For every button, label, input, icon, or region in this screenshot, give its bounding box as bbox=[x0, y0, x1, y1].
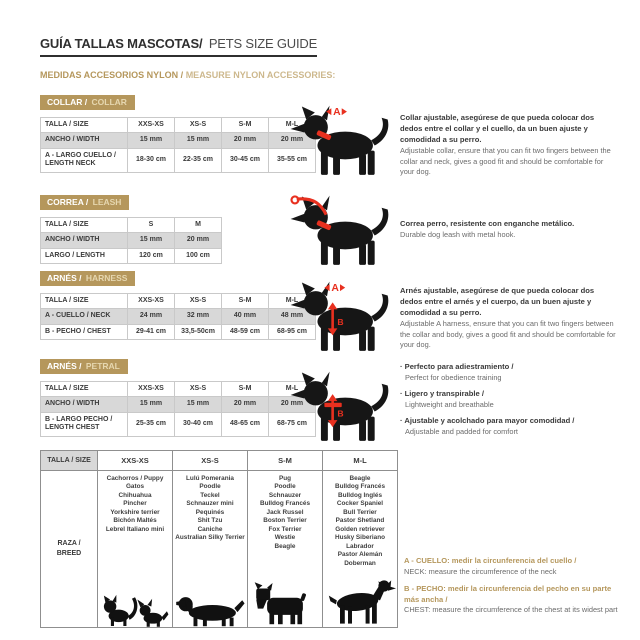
breed-name: Australian Silky Terrier bbox=[175, 534, 245, 542]
collar-badge-es: COLLAR / bbox=[47, 97, 88, 107]
note-chest-en: CHEST: measure the circumference of the chest at its widest part bbox=[404, 605, 618, 615]
feature-bullet bbox=[400, 362, 622, 383]
note-neck-es: A - CUELLO: medir la circunferencia del cuello / bbox=[404, 556, 577, 565]
table-cell: 35-55 cm bbox=[269, 148, 316, 172]
section-leash bbox=[40, 192, 222, 264]
breed-name: Pastor Shetland bbox=[335, 517, 385, 525]
table-header-cell: S bbox=[128, 218, 175, 233]
table-cell: 120 cm bbox=[128, 248, 175, 263]
table-header-cell: TALLA / SIZE bbox=[41, 294, 128, 309]
table-cell: 20 mm bbox=[222, 397, 269, 412]
measurement-notes bbox=[404, 556, 626, 623]
breed-name: Labrador bbox=[346, 542, 374, 550]
harness-dog-icon bbox=[288, 278, 392, 358]
breed-cell-xxs-xs bbox=[97, 470, 172, 627]
feature-bullet-en: Lightweight and breathable bbox=[405, 399, 494, 409]
table-header-cell: XS-S bbox=[175, 294, 222, 309]
schnauzer-silhouette-icon bbox=[249, 577, 321, 627]
breed-name: Schnauzer bbox=[268, 491, 302, 499]
collar-desc-es: Collar ajustable, asegúrese de que pueda colocar dos dedos entre el collar y el cuello, da un buen ajuste y comodidad a su perro. bbox=[400, 113, 595, 144]
breed-name: Lulú Pomerania bbox=[186, 475, 234, 482]
table-cell: 68-75 cm bbox=[269, 412, 316, 436]
petral-dog-icon bbox=[288, 368, 392, 448]
harness-badge-es: ARNÉS / bbox=[47, 273, 82, 283]
measure-label-b: B bbox=[337, 316, 344, 327]
breed-name: Chihuahua bbox=[118, 491, 152, 499]
breed-name: Bichón Maltés bbox=[113, 517, 157, 525]
feature-bullet-en: Adjustable and padded for comfort bbox=[405, 426, 518, 436]
table-cell: 48-59 cm bbox=[222, 324, 269, 339]
leash-badge-es: CORREA / bbox=[47, 197, 89, 207]
petral-badge bbox=[40, 359, 128, 374]
breed-name: Gatos bbox=[125, 483, 145, 491]
feature-bullet bbox=[400, 416, 622, 437]
table-row-label: A - CUELLO / NECK bbox=[41, 309, 128, 324]
table-cell: 15 mm bbox=[175, 133, 222, 148]
breed-list-m-l bbox=[335, 475, 385, 568]
table-cell: 15 mm bbox=[128, 397, 175, 412]
feature-bullet-es: · Perfecto para adiestramiento / bbox=[400, 362, 622, 373]
breed-name: Bulldog Francés bbox=[334, 483, 386, 491]
leash-badge bbox=[40, 195, 129, 210]
breed-row-label-en: BREED bbox=[56, 550, 82, 557]
dachshund-silhouette-icon bbox=[174, 577, 246, 627]
dog-with-harness-measures-illustration bbox=[288, 278, 392, 358]
table-cell: 20 mm bbox=[175, 233, 222, 248]
table-cell: 15 mm bbox=[175, 397, 222, 412]
table-row-label: ANCHO / WIDTH bbox=[41, 233, 128, 248]
collar-description bbox=[400, 112, 618, 178]
breed-name: Jack Russel bbox=[266, 508, 304, 516]
feature-bullet-es: · Ajustable y acolchado para mayor comodidad / bbox=[400, 416, 622, 427]
breed-name: Bulldog Inglés bbox=[337, 491, 382, 499]
table-header-cell: M-L bbox=[269, 118, 316, 133]
collar-dog-icon bbox=[288, 102, 392, 182]
measure-label-b: B bbox=[337, 408, 344, 419]
breed-name: Husky Siberiano bbox=[334, 534, 386, 542]
dog-with-red-collar-illustration bbox=[288, 102, 392, 182]
breed-name: Beagle bbox=[349, 475, 371, 482]
breed-col-header-m-l: M-L bbox=[322, 451, 397, 470]
table-cell: 68-95 cm bbox=[269, 324, 316, 339]
table-cell: 20 mm bbox=[269, 133, 316, 148]
doberman-silhouette-icon bbox=[324, 577, 396, 627]
page-title-es: GUÍA TALLAS MASCOTAS/ bbox=[40, 36, 203, 51]
table-header-cell: M-L bbox=[269, 382, 316, 397]
breed-name: Pequinés bbox=[195, 508, 225, 516]
breed-name: Shit Tzu bbox=[197, 517, 223, 525]
breed-name: Doberman bbox=[344, 559, 376, 567]
table-header-cell: M-L bbox=[269, 294, 316, 309]
table-row-label: B - PECHO / CHEST bbox=[41, 324, 128, 339]
page-subtitle-es: MEDIDAS ACCESORIOS NYLON / bbox=[40, 70, 186, 80]
breed-col-header-xxs-xs: XXS-XS bbox=[97, 451, 172, 470]
breed-cell-xs-s bbox=[172, 470, 247, 627]
table-header-cell: S-M bbox=[222, 382, 269, 397]
breed-table-size-header: TALLA / SIZE bbox=[41, 451, 97, 470]
leash-size-table bbox=[40, 217, 222, 264]
measure-label-a: A bbox=[333, 107, 341, 119]
table-cell: 24 mm bbox=[128, 309, 175, 324]
breed-name: Pincher bbox=[123, 500, 147, 508]
breed-name: Poodle bbox=[199, 483, 221, 491]
table-cell: 20 mm bbox=[222, 133, 269, 148]
table-row-label: LARGO / LENGTH bbox=[41, 248, 128, 263]
breed-name: Cachorros / Puppy bbox=[106, 475, 164, 482]
harness-desc-en: Adjustable A harness, ensure that you can fit two fingers between the collar and body, gives a good fit and should be comfortable for your dog. bbox=[400, 319, 616, 350]
breed-name: Fox Terrier bbox=[268, 525, 302, 533]
table-cell: 33,5-50cm bbox=[175, 324, 222, 339]
section-harness bbox=[40, 268, 316, 340]
petral-feature-list bbox=[400, 362, 622, 443]
table-header-cell: XXS-XS bbox=[128, 382, 175, 397]
collar-desc-en: Adjustable collar, ensure that you can fit two fingers between the collar and neck, gives a good fit and should be comfortable for your dog. bbox=[400, 146, 611, 177]
table-cell: 20 mm bbox=[269, 397, 316, 412]
table-cell: 15 mm bbox=[128, 233, 175, 248]
size-table bbox=[40, 293, 316, 340]
table-cell: 22-35 cm bbox=[175, 148, 222, 172]
harness-badge bbox=[40, 271, 135, 286]
breed-col-header-s-m: S-M bbox=[247, 451, 322, 470]
breed-name: Beagle bbox=[274, 542, 296, 550]
feature-bullet-es: · Ligero y transpirable / bbox=[400, 389, 622, 400]
table-cell: 18-30 cm bbox=[128, 148, 175, 172]
dog-with-chest-measures-illustration bbox=[288, 368, 392, 448]
breed-name: Poodle bbox=[274, 483, 296, 491]
breed-list-xs-s bbox=[175, 475, 245, 543]
leash-desc-es: Correa perro, resistente con enganche metálico. bbox=[400, 219, 575, 228]
table-row-label: ANCHO / WIDTH bbox=[41, 133, 128, 148]
harness-description bbox=[400, 285, 618, 351]
table-header-cell: XS-S bbox=[175, 382, 222, 397]
breed-name: Westie bbox=[274, 534, 296, 542]
measure-label-a: A bbox=[331, 283, 339, 295]
breed-name: Caniche bbox=[197, 525, 223, 533]
table-cell: 30-40 cm bbox=[175, 412, 222, 436]
breed-name: Boston Terrier bbox=[263, 517, 307, 525]
table-cell: 15 mm bbox=[128, 133, 175, 148]
breed-cell-s-m bbox=[247, 470, 322, 627]
leash-description bbox=[400, 218, 618, 241]
size-table bbox=[40, 217, 222, 264]
table-cell: 48 mm bbox=[269, 309, 316, 324]
section-collar bbox=[40, 92, 316, 173]
leash-badge-en: LEASH bbox=[92, 197, 122, 207]
breed-name: Teckel bbox=[200, 491, 220, 499]
table-row-label: ANCHO / WIDTH bbox=[41, 397, 128, 412]
petral-badge-en: PETRAL bbox=[85, 361, 120, 371]
table-cell: 48-65 cm bbox=[222, 412, 269, 436]
breed-name: Pug bbox=[278, 475, 292, 482]
size-table bbox=[40, 117, 316, 173]
table-header-cell: XS-S bbox=[175, 118, 222, 133]
breed-col-header-xs-s: XS-S bbox=[172, 451, 247, 470]
page-title-en: PETS SIZE GUIDE bbox=[208, 36, 318, 51]
leash-dog-icon bbox=[288, 192, 392, 272]
petral-size-table bbox=[40, 381, 316, 437]
table-cell: 30-45 cm bbox=[222, 148, 269, 172]
breed-row-label-es: RAZA / bbox=[57, 540, 81, 548]
table-cell: 100 cm bbox=[175, 248, 222, 263]
note-neck-en: NECK: measure the circumference of the neck bbox=[404, 566, 557, 576]
collar-badge-en: COLLAR bbox=[91, 97, 127, 107]
cat-and-small-dog-silhouette-icon bbox=[99, 577, 171, 627]
breed-name: Pastor Alemán bbox=[337, 551, 383, 559]
petral-badge-es: ARNÉS / bbox=[47, 361, 82, 371]
breed-list-s-m bbox=[260, 475, 310, 551]
breed-table bbox=[40, 450, 398, 628]
table-header-cell: XXS-XS bbox=[128, 118, 175, 133]
breed-name: Bull Terrier bbox=[343, 508, 377, 516]
table-cell: 25-35 cm bbox=[128, 412, 175, 436]
table-header-cell: TALLA / SIZE bbox=[41, 218, 128, 233]
table-header-cell: TALLA / SIZE bbox=[41, 382, 128, 397]
breed-name: Cocker Spaniel bbox=[336, 500, 384, 508]
harness-desc-es: Arnés ajustable, asegúrese de que pueda colocar dos dedos entre el arnés y el cuerpo, da un buen ajuste y comodidad a su perro. bbox=[400, 286, 595, 317]
feature-bullet bbox=[400, 389, 622, 410]
harness-size-table bbox=[40, 293, 316, 340]
table-header-cell: XXS-XS bbox=[128, 294, 175, 309]
page-subtitle bbox=[40, 70, 335, 80]
table-header-cell: S-M bbox=[222, 294, 269, 309]
page-title bbox=[40, 36, 317, 57]
table-cell: 32 mm bbox=[175, 309, 222, 324]
section-petral bbox=[40, 356, 316, 437]
table-cell: 29-41 cm bbox=[128, 324, 175, 339]
note-chest-es: B - PECHO: medir la circunferencia del pecho en su parte más ancha / bbox=[404, 583, 612, 604]
breed-name: Schnauzer mini bbox=[186, 500, 234, 508]
collar-size-table bbox=[40, 117, 316, 173]
breed-name: Bulldog Francés bbox=[259, 500, 311, 508]
collar-badge bbox=[40, 95, 135, 110]
leash-desc-en: Durable dog leash with metal hook. bbox=[400, 230, 516, 239]
table-cell: 40 mm bbox=[222, 309, 269, 324]
harness-badge-en: HARNESS bbox=[85, 273, 128, 283]
breed-list-xxs-xs bbox=[106, 475, 164, 534]
breed-name: Lebrel Italiano mini bbox=[105, 525, 165, 533]
table-row-label: A - LARGO CUELLO / LENGTH NECK bbox=[41, 148, 128, 172]
feature-bullet-en: Perfect for obedience training bbox=[405, 372, 502, 382]
breed-name: Golden retriever bbox=[335, 525, 385, 533]
breed-row-label bbox=[41, 470, 97, 627]
dog-with-red-leash-illustration bbox=[288, 192, 392, 272]
table-header-cell: S-M bbox=[222, 118, 269, 133]
table-row-label: B - LARGO PECHO / LENGTH CHEST bbox=[41, 412, 128, 436]
breed-cell-m-l bbox=[322, 470, 397, 627]
size-table bbox=[40, 381, 316, 437]
breed-name: Yorkshire terrier bbox=[110, 508, 160, 516]
page-subtitle-en: MEASURE NYLON ACCESSORIES: bbox=[185, 70, 336, 80]
table-header-cell: M bbox=[175, 218, 222, 233]
table-header-cell: TALLA / SIZE bbox=[41, 118, 128, 133]
